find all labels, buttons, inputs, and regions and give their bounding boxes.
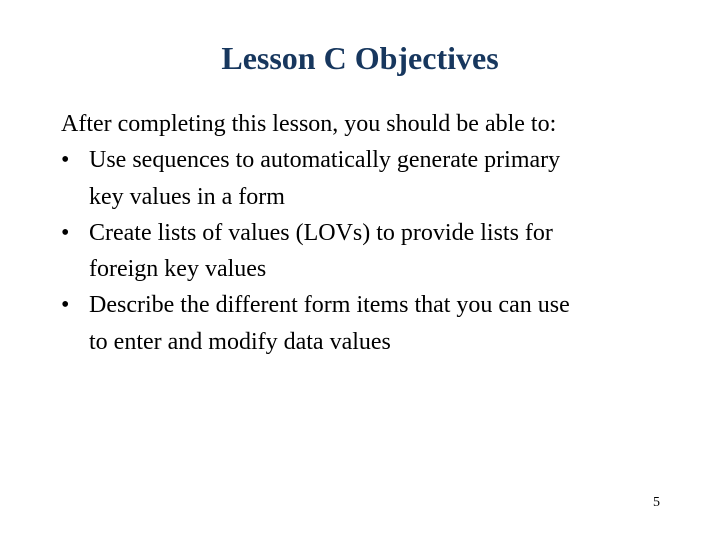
- bullet-icon: •: [61, 147, 70, 174]
- objectives-list: [61, 142, 681, 360]
- list-item-line: Use sequences to automatically generate primary: [89, 147, 561, 174]
- slide-body: [61, 106, 681, 360]
- list-item: [61, 142, 681, 215]
- list-item-line: foreign key values: [89, 256, 267, 283]
- list-item: [61, 215, 681, 288]
- list-item-line: to enter and modify data values: [89, 328, 391, 355]
- bullet-icon: •: [61, 219, 70, 246]
- page-number: 5: [653, 495, 660, 510]
- bullet-icon: •: [61, 292, 70, 319]
- list-item: [61, 287, 681, 360]
- list-item-line: key values in a form: [89, 183, 285, 210]
- list-item-line: Describe the different form items that you can use: [89, 292, 570, 319]
- intro-text: After completing this lesson, you should be able to:: [61, 111, 557, 137]
- list-item-line: Create lists of values (LOVs) to provide lists for: [89, 219, 553, 246]
- slide-title: Lesson C Objectives: [221, 40, 499, 76]
